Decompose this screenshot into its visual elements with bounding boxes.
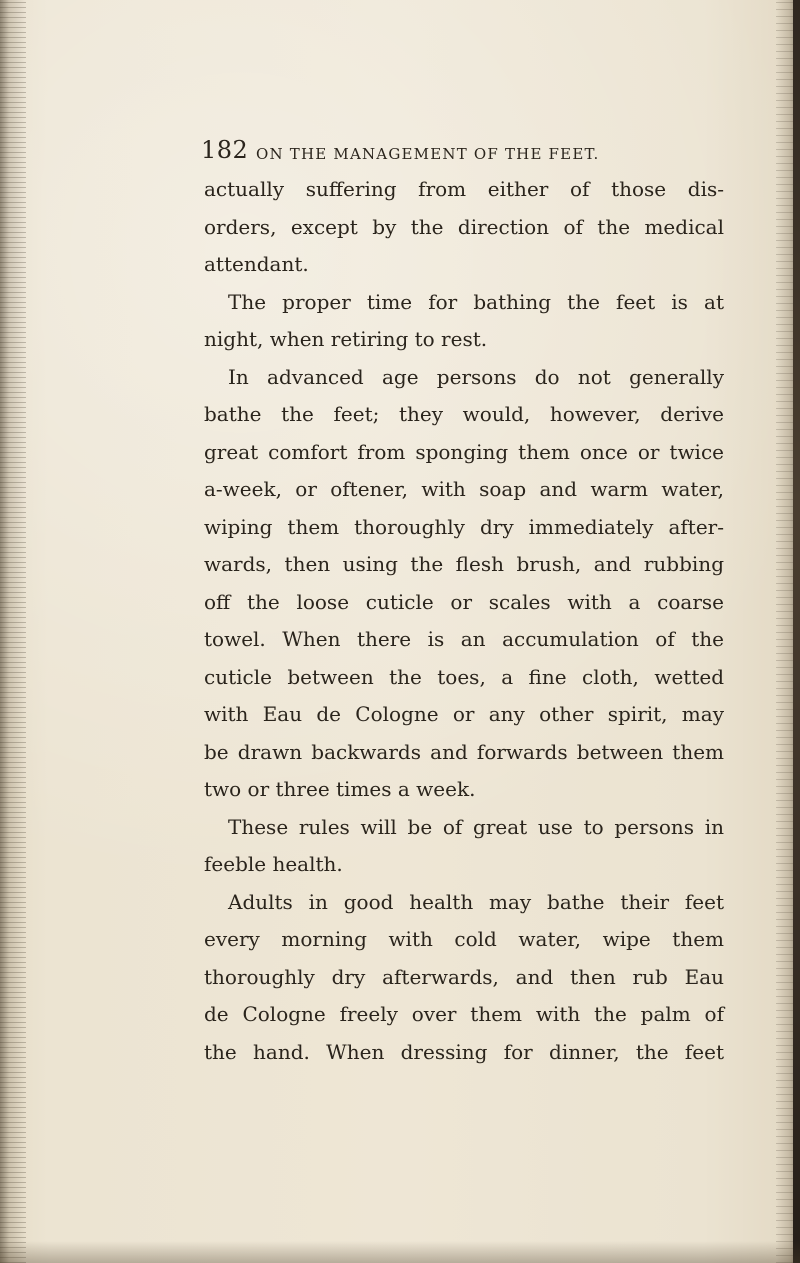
text-line: with Eau de Cologne or any other spirit, may xyxy=(204,702,724,726)
text-line: In advanced age persons do not generally xyxy=(228,364,724,389)
page-number: 182 xyxy=(201,136,249,164)
body-text xyxy=(204,171,724,1071)
page-left-edge xyxy=(0,0,26,1263)
text-line: Adults in good health may bathe their feet xyxy=(228,889,724,914)
page-binding-shadow xyxy=(793,0,800,1263)
text-line: actually suffering from either of those dis- xyxy=(204,177,724,201)
text-line: off the loose cuticle or scales with a coarse xyxy=(204,589,724,614)
text-line: towel. When there is an accumulation of the xyxy=(204,627,724,651)
text-line: great comfort from sponging them once or twice xyxy=(204,439,724,464)
text-line: every morning with cold water, wipe them xyxy=(204,927,724,951)
running-head: ON THE MANAGEMENT OF THE FEET. xyxy=(256,145,600,163)
text-line: feeble health. xyxy=(204,852,343,876)
text-line: wards, then using the flesh brush, and rubbing xyxy=(204,552,724,576)
text-line: two or three times a week. xyxy=(204,777,476,801)
text-line: The proper time for bathing the feet is at xyxy=(228,289,724,314)
text-line: These rules will be of great use to persons in xyxy=(228,814,724,839)
page-header xyxy=(201,136,721,172)
text-line: attendant. xyxy=(204,252,309,276)
text-line: de Cologne freely over them with the palm of xyxy=(204,1002,724,1026)
text-line: thoroughly dry afterwards, and then rub Eau xyxy=(204,964,724,989)
text-line: a-week, or oftener, with soap and warm water, xyxy=(204,477,724,501)
text-line: orders, except by the direction of the medical xyxy=(204,214,724,239)
text-line: bathe the feet; they would, however, derive xyxy=(204,402,724,426)
text-line: the hand. When dressing for dinner, the feet xyxy=(204,1039,724,1064)
page-bottom-shadow xyxy=(0,1241,800,1263)
text-line: night, when retiring to rest. xyxy=(204,327,488,351)
text-line: be drawn backwards and forwards between them xyxy=(204,739,724,764)
text-line: wiping them thoroughly dry immediately after- xyxy=(204,514,724,539)
text-line: cuticle between the toes, a fine cloth, wetted xyxy=(204,664,724,689)
